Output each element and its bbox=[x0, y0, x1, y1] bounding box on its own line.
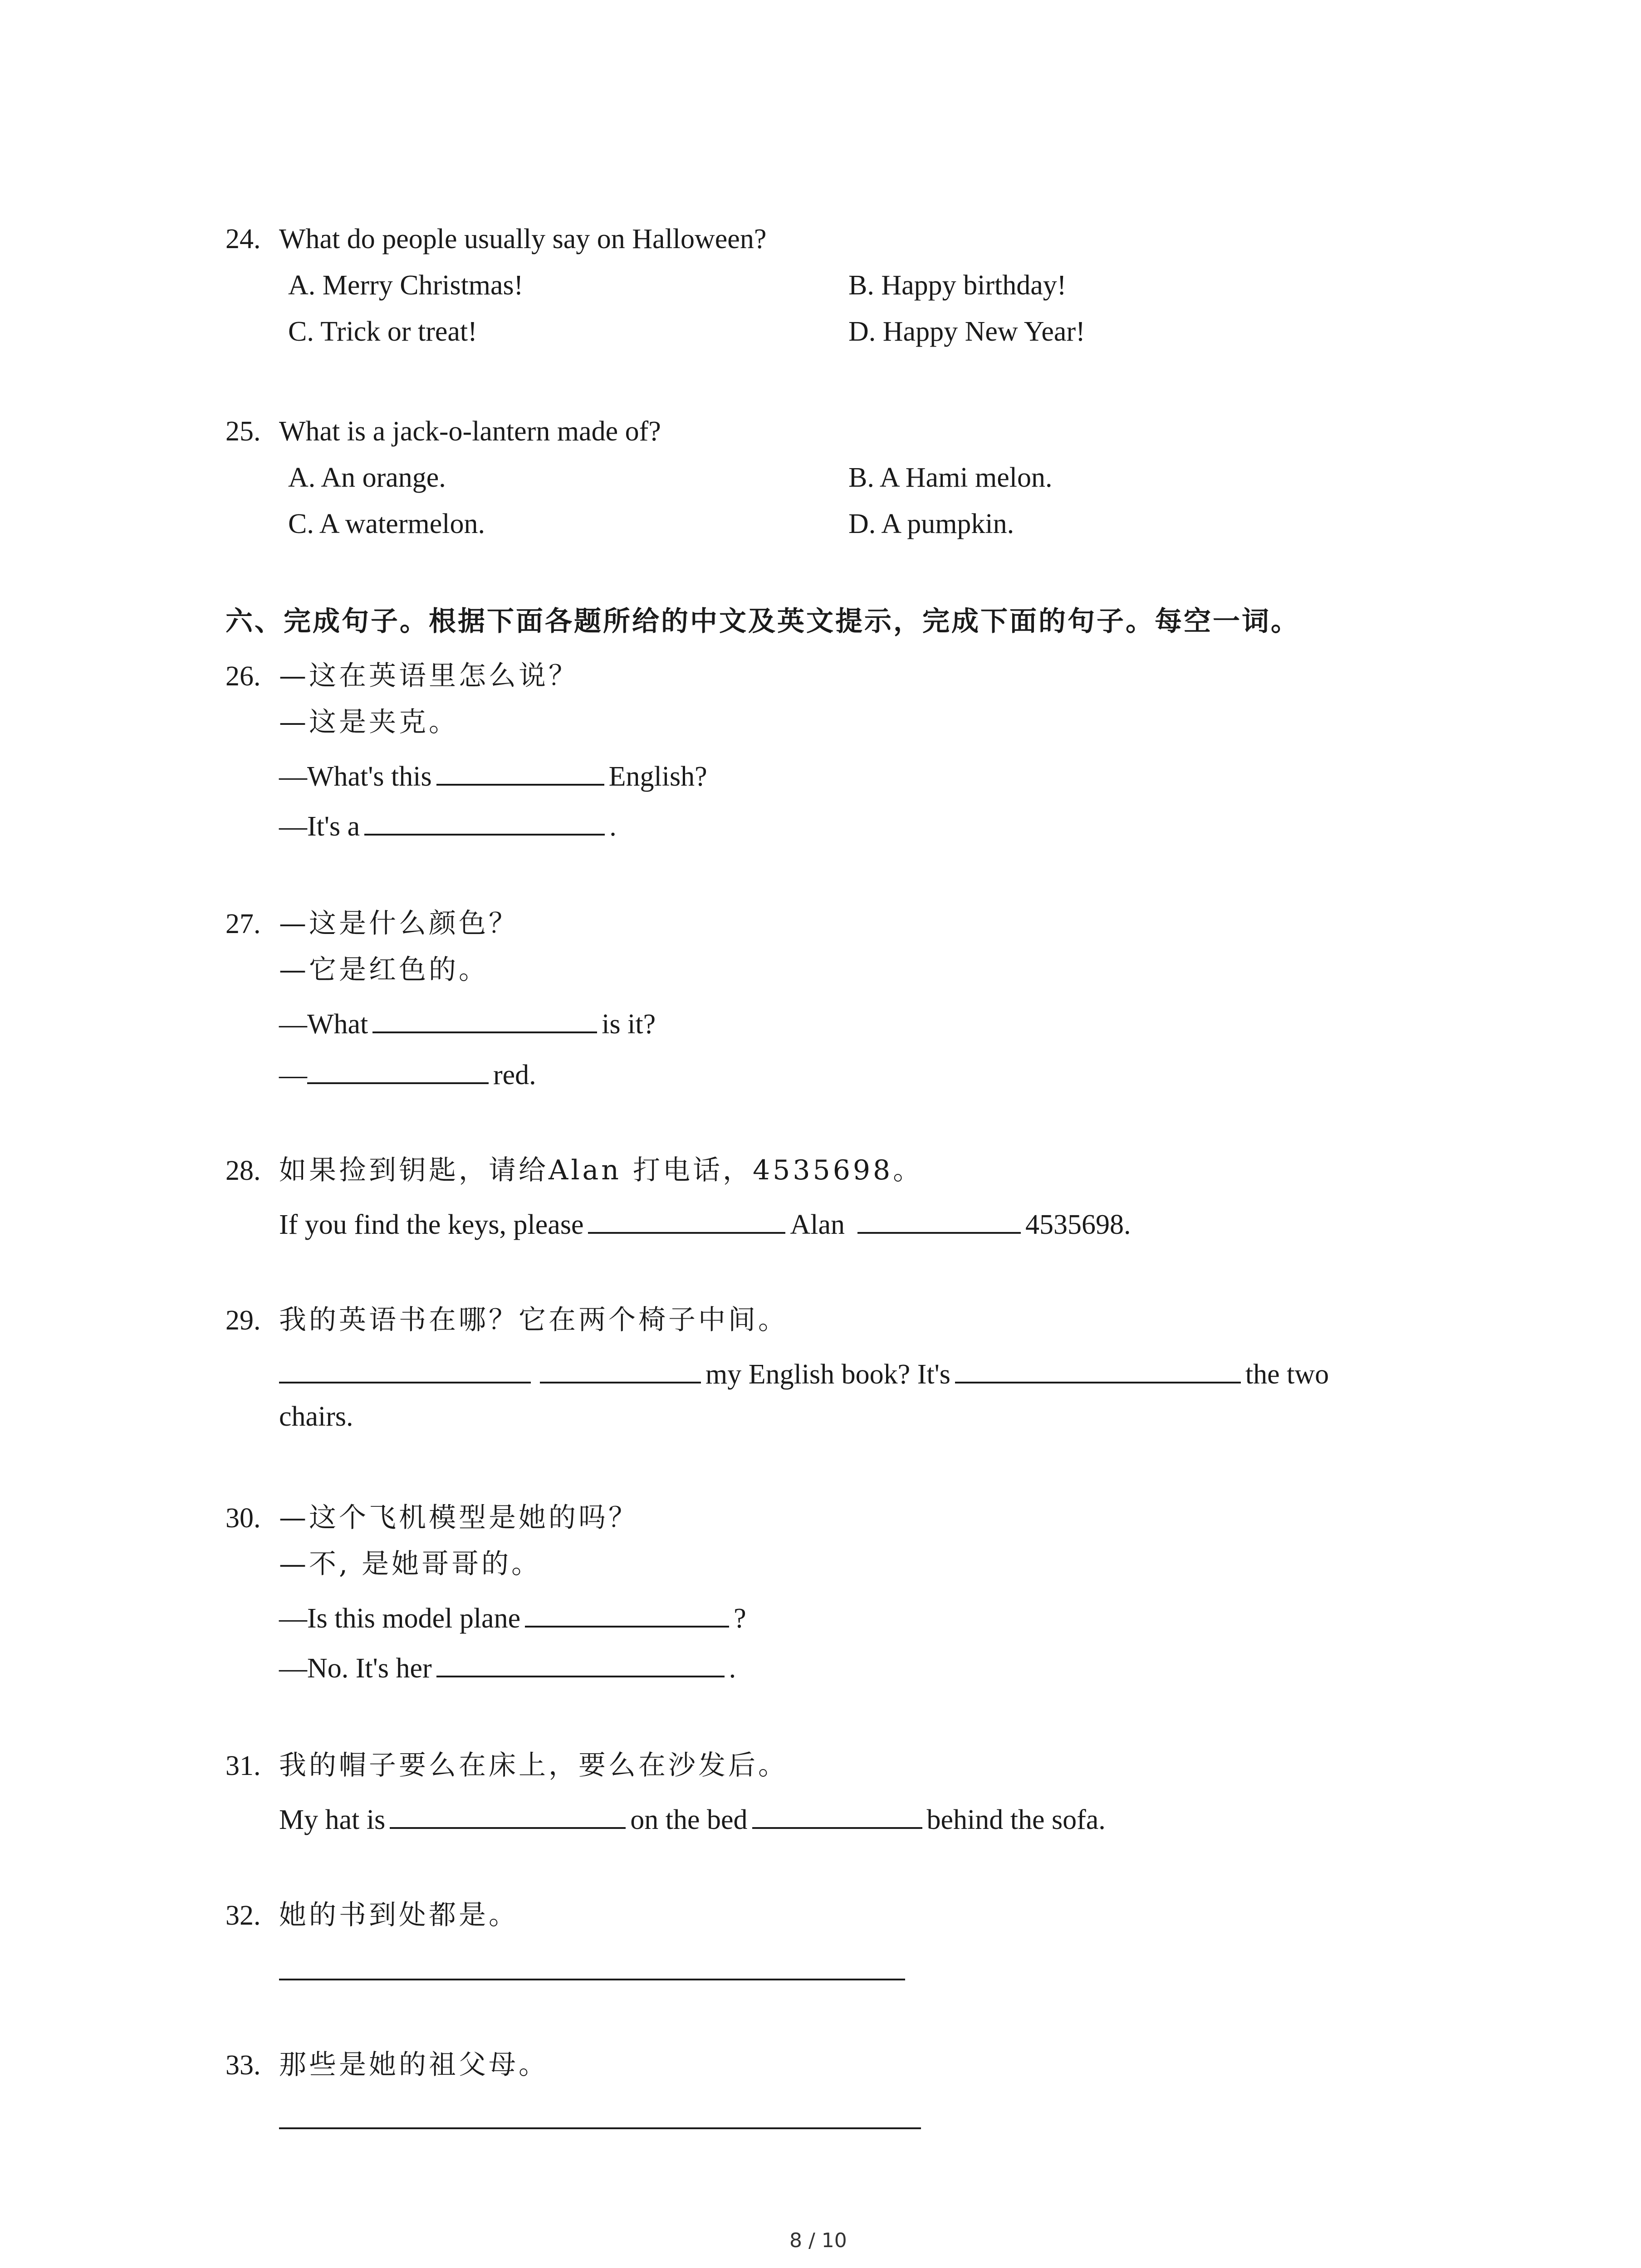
answer-line[interactable] bbox=[279, 1979, 905, 1980]
sentence-text: . bbox=[609, 811, 617, 842]
answer-blank[interactable] bbox=[752, 1802, 922, 1829]
answer-blank[interactable] bbox=[540, 1356, 701, 1383]
answer-blank[interactable] bbox=[390, 1802, 626, 1829]
question-number: 29. bbox=[225, 1305, 261, 1336]
sentence-text: the two bbox=[1245, 1359, 1329, 1390]
english-sentence bbox=[279, 1802, 1106, 1834]
sentence-text: If you find the keys, please bbox=[279, 1209, 584, 1240]
question-number: 33. bbox=[225, 2050, 261, 2081]
chinese-prompt: 我的英语书在哪？它在两个椅子中间。 bbox=[279, 1304, 788, 1336]
option-b: B. A Hami melon. bbox=[848, 462, 1053, 493]
answer-blank[interactable] bbox=[436, 758, 604, 786]
page-number: 8 / 10 bbox=[789, 2229, 847, 2252]
chinese-prompt: —它是红色的。 bbox=[279, 954, 489, 986]
sentence-text: — bbox=[279, 1060, 307, 1090]
option-b: B. Happy birthday! bbox=[848, 270, 1067, 301]
question-number: 28. bbox=[225, 1155, 261, 1186]
section-heading: 六、完成句子。根据下面各题所给的中文及英文提示，完成下面的句子。每空一词。 bbox=[225, 606, 1300, 637]
chinese-prompt: —这在英语里怎么说？ bbox=[279, 660, 578, 692]
answer-line[interactable] bbox=[279, 2127, 921, 2129]
option-c: C. Trick or treat! bbox=[288, 316, 477, 347]
question-number: 31. bbox=[225, 1750, 261, 1781]
answer-blank[interactable] bbox=[364, 808, 605, 836]
question-number: 24. bbox=[225, 224, 261, 254]
sentence-text: ? bbox=[734, 1603, 746, 1634]
answer-blank[interactable] bbox=[372, 1006, 597, 1033]
sentence-text: on the bed bbox=[630, 1804, 748, 1835]
sentence-text: Alan bbox=[790, 1209, 845, 1240]
english-sentence bbox=[279, 1356, 1329, 1388]
sentence-text: 4535698. bbox=[1025, 1209, 1131, 1240]
option-c: C. A watermelon. bbox=[288, 508, 485, 539]
sentence-text: behind the sofa. bbox=[926, 1804, 1106, 1835]
option-d: D. Happy New Year! bbox=[848, 316, 1085, 347]
english-sentence bbox=[279, 808, 617, 841]
answer-blank[interactable] bbox=[588, 1207, 785, 1234]
answer-blank[interactable] bbox=[525, 1600, 729, 1628]
sentence-text: English? bbox=[608, 761, 707, 792]
sentence-text: —It's a bbox=[279, 811, 360, 842]
question-text: What do people usually say on Halloween? bbox=[279, 224, 767, 254]
answer-blank[interactable] bbox=[955, 1356, 1241, 1383]
english-sentence bbox=[279, 1207, 1131, 1239]
sentence-text: —Is this model plane bbox=[279, 1603, 521, 1634]
sentence-text: is it? bbox=[602, 1009, 656, 1040]
option-a: A. Merry Christmas! bbox=[288, 270, 524, 301]
chinese-prompt: —不, 是她哥哥的。 bbox=[279, 1548, 542, 1580]
question-text: What is a jack-o-lantern made of? bbox=[279, 416, 661, 447]
answer-blank[interactable] bbox=[857, 1207, 1021, 1234]
question-number: 32. bbox=[225, 1900, 261, 1931]
chinese-prompt: 我的帽子要么在床上，要么在沙发后。 bbox=[279, 1750, 788, 1781]
sentence-text: —What's this bbox=[279, 761, 432, 792]
question-number: 25. bbox=[225, 416, 261, 447]
english-sentence bbox=[279, 1057, 536, 1089]
chinese-prompt: —这个飞机模型是她的吗？ bbox=[279, 1502, 638, 1534]
question-number: 26. bbox=[225, 661, 261, 692]
sentence-text: red. bbox=[493, 1060, 536, 1090]
chinese-prompt: —这是什么颜色？ bbox=[279, 908, 519, 939]
english-sentence bbox=[279, 1600, 746, 1633]
question-number: 27. bbox=[225, 909, 261, 939]
english-sentence bbox=[279, 1650, 736, 1682]
option-d: D. A pumpkin. bbox=[848, 508, 1014, 539]
option-a: A. An orange. bbox=[288, 462, 446, 493]
answer-blank[interactable] bbox=[436, 1650, 725, 1677]
english-sentence bbox=[279, 758, 707, 791]
sentence-text: My hat is bbox=[279, 1804, 386, 1835]
chinese-prompt: 如果捡到钥匙，请给Alan 打电话，4535698。 bbox=[279, 1154, 923, 1186]
chinese-prompt: 她的书到处都是。 bbox=[279, 1899, 519, 1931]
chinese-prompt: 那些是她的祖父母。 bbox=[279, 2049, 549, 2081]
sentence-text: —What bbox=[279, 1009, 368, 1040]
sentence-text: —No. It's her bbox=[279, 1653, 432, 1684]
answer-blank[interactable] bbox=[279, 1356, 531, 1383]
sentence-text: chairs. bbox=[279, 1401, 353, 1432]
question-number: 30. bbox=[225, 1503, 261, 1534]
answer-blank[interactable] bbox=[307, 1057, 489, 1084]
english-sentence bbox=[279, 1006, 656, 1038]
sentence-text: my English book? It's bbox=[705, 1359, 950, 1390]
sentence-text: . bbox=[729, 1653, 736, 1684]
chinese-prompt: —这是夹克。 bbox=[279, 706, 459, 738]
